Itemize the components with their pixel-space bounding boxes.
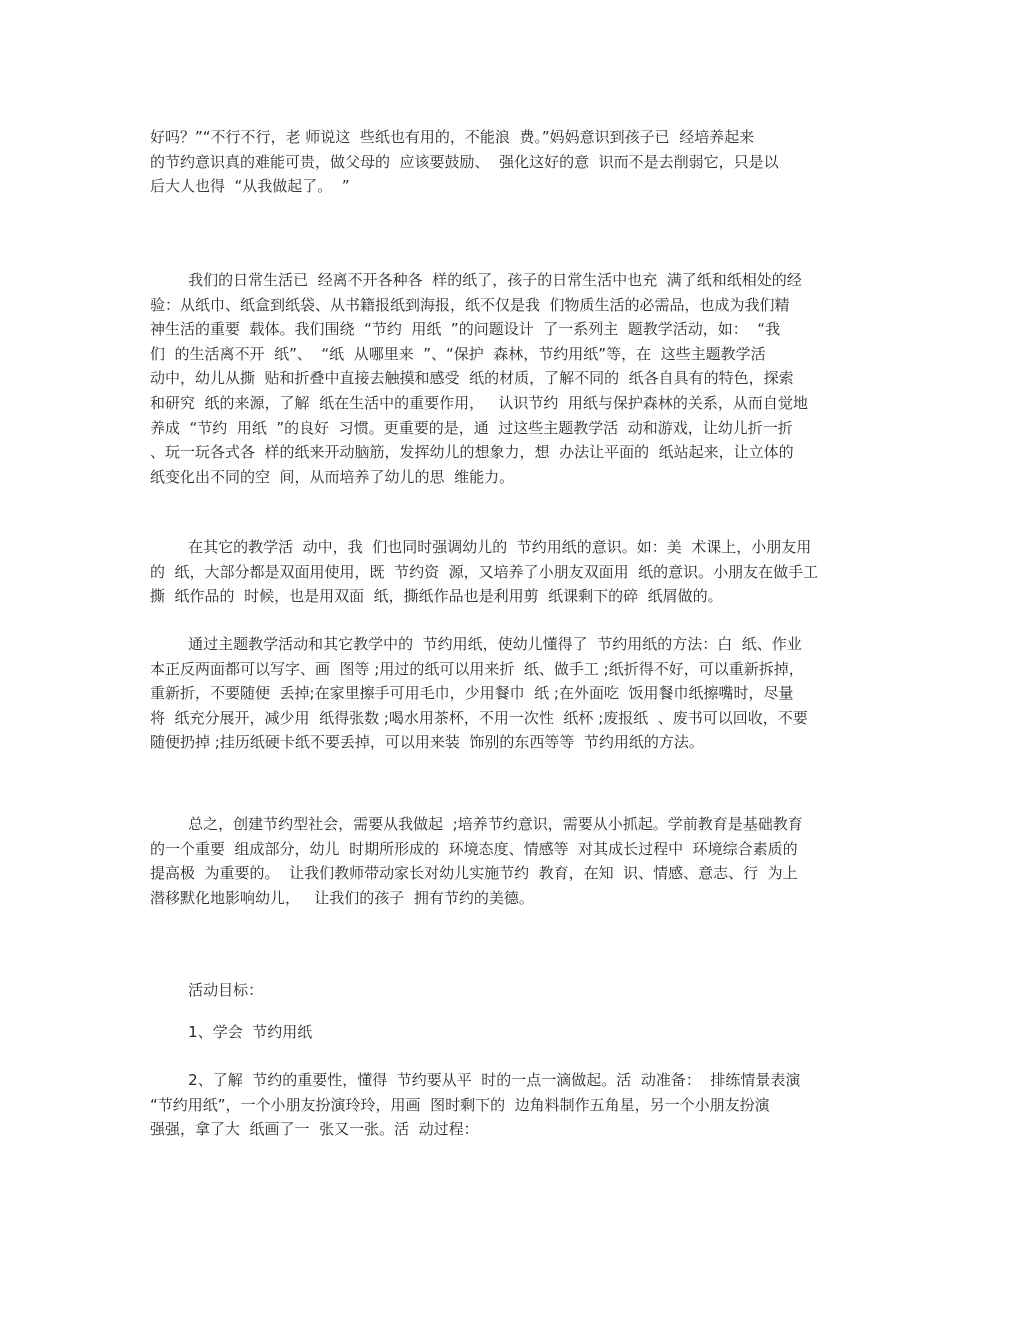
text-line: 神生活的重要 载体。我们围绕 “节约 用纸 ”的问题设计 了一系列主 题教学活动，如： “我 [150, 320, 781, 339]
text-line: “节约用纸”，一个小朋友扮演玲玲，用画 图时剩下的 边角料制作五角星，另一个小朋友扮演 [150, 1095, 770, 1114]
text-line: 将 纸充分展开，减少用 纸得张数 ;喝水用茶杯，不用一次性 纸杯 ;废报纸 、废书可以回收，不要 [150, 708, 808, 727]
text-line: 随便扔掉 ;挂历纸硬卡纸不要丢掉，可以用来装 饰别的东西等等 节约用纸的方法。 [150, 733, 704, 752]
paragraph-opening [150, 125, 890, 199]
text-line: 动中，幼儿从撕 贴和折叠中直接去触摸和感受 纸的材质，了解不同的 纸各自具有的特色，探索 [150, 369, 794, 388]
text-line: 撕 纸作品的 时候，也是用双面 纸，撕纸作品也是利用剪 纸课剩下的碎 纸屑做的。 [150, 587, 723, 606]
heading-activity-goals [150, 978, 890, 1003]
text-line: 的节约意识真的难能可贵，做父母的 应该要鼓励、 强化这好的意 识而不是去削弱它，只是以 [150, 152, 779, 171]
text-line: 强强，拿了大 纸画了一 张又一张。活 动过程： [150, 1120, 479, 1139]
text-line: 后大人也得 “从我做起了。 ” [150, 177, 350, 196]
text-line: 纸变化出不同的空 间，从而培养了幼儿的思 维能力。 [150, 467, 515, 486]
paragraph-other-activities [150, 535, 890, 609]
text-line: 的 纸，大部分都是双面用使用，既 节约资 源，又培养了小朋友双面用 纸的意识。小朋友在做手工 [150, 562, 819, 581]
text-line: 活动目标： [150, 981, 264, 999]
paragraph-daily-life [150, 268, 890, 489]
text-line: 和研究 纸的来源，了解 纸在生活中的重要作用， 认识节约 用纸与保护森林的关系，从而自觉地 [150, 393, 808, 412]
text-line: 、玩一玩各式各 样的纸来开动脑筋，发挥幼儿的想象力，想 办法让平面的 纸站起来，让立体的 [150, 443, 794, 462]
text-line: 总之，创建节约型社会，需要从我做起 ;培养节约意识，需要从小抓起。学前教育是基础教育 [150, 815, 803, 833]
text-line: 我们的日常生活已 经离不开各种各 样的纸了，孩子的日常生活中也充 满了纸和纸相处的经 [150, 271, 802, 289]
paragraph-methods [150, 632, 890, 755]
paragraph-conclusion [150, 812, 890, 910]
text-line: 2、了解 节约的重要性，懂得 节约要从平 时的一点一滴做起。活 动准备： 排练情景表演 [150, 1071, 801, 1089]
text-line: 重新折，不要随便 丢掉;在家里擦手可用毛巾，少用餐巾 纸 ;在外面吃 饭用餐巾纸擦嘴时，尽量 [150, 684, 794, 703]
goal-item-1 [150, 1020, 890, 1045]
text-line: 好吗？”“不行不行，老 师说这 些纸也有用的，不能浪 费。”妈妈意识到孩子已 经培养起来 [150, 128, 755, 146]
text-line: 的一个重要 组成部分，幼儿 时期所形成的 环境态度、情感等 对其成长过程中 环境综合素质的 [150, 839, 798, 858]
goal-item-2 [150, 1068, 890, 1142]
text-line: 本正反两面都可以写字、画 图等 ;用过的纸可以用来折 纸、做手工 ;纸折得不好，可以重新拆掉， [150, 659, 804, 678]
text-line: 潜移默化地影响幼儿， 让我们的孩子 拥有节约的美德。 [150, 888, 534, 907]
text-line: 验：从纸巾、纸盒到纸袋、从书籍报纸到海报，纸不仅是我 们物质生活的必需品，也成为我们精 [150, 295, 790, 314]
text-line: 养成 “节约 用纸 ”的良好 习惯。更重要的是，通 过这些主题教学活 动和游戏，让幼儿折一折 [150, 418, 793, 437]
text-line: 在其它的教学活 动中，我 们也同时强调幼儿的 节约用纸的意识。如：美 术课上，小朋友用 [150, 538, 812, 556]
text-line: 们 的生活离不开 纸”、 “纸 从哪里来 ”、“保护 森林，节约用纸”等，在 这些主题教学活 [150, 344, 766, 363]
text-line: 通过主题教学活动和其它教学中的 节约用纸，使幼儿懂得了 节约用纸的方法：白 纸、作业 [150, 635, 802, 653]
text-line: 提高极 为重要的。 让我们教师带动家长对幼儿实施节约 教育，在知 识、情感、意志、行 为上 [150, 864, 798, 883]
text-line: 1、学会 节约用纸 [150, 1023, 313, 1041]
